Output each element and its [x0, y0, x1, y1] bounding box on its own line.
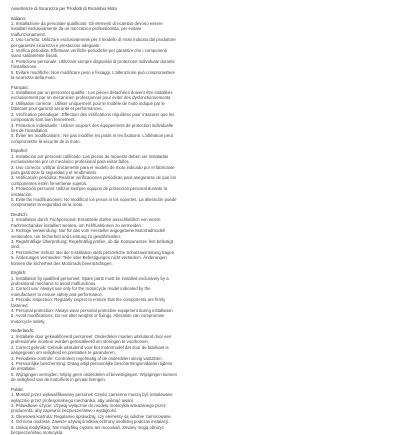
language-section	[11, 16, 391, 81]
language-section	[11, 85, 391, 144]
document-title: Avvertenze di Sicurezza per Prodotti di Ricambio Moto	[11, 6, 118, 11]
warning-text-line: l'installazione.	[11, 64, 38, 70]
language-section	[11, 387, 391, 435]
warning-text-line: 2. Utilisation correcte : Utiliser uniquement pour le modèle de moto indiqué par le	[11, 100, 165, 106]
document-page	[11, 6, 391, 435]
warning-text-line: verwenden, um Sicherheit und Leistung zu gewährleisten.	[11, 233, 122, 239]
warning-text-line: professionele monteur worden geïnstalleerd om storingen te voorkomen.	[11, 339, 150, 345]
language-heading: Français:	[11, 84, 29, 90]
warning-text-line: 5. Evite las modificaciones: No modificar los pesos ni los soportes. La alteración puede	[11, 196, 177, 202]
warning-text-line: 5. Evitare modifiche: Non modificare peso e fissaggi. L'alterazione può compromettere	[11, 69, 175, 75]
warning-text-line: motorcycle safety.	[11, 318, 46, 324]
warning-text-line: 4. Protección personal: Utilizar siempre equipos de protección personal durante la	[11, 186, 167, 192]
warning-text-line: 1. Installation durch Fachpersonal: Ersatzteile dürfen ausschließlich von einem	[11, 217, 161, 223]
language-heading: Español:	[11, 148, 28, 154]
warning-text-line: 1. Installazione da personale qualificato: Gli elementi di ricambio devono essere	[11, 21, 163, 26]
language-section	[11, 148, 391, 207]
language-heading: Nederlands:	[11, 328, 35, 334]
warning-text-line: 4. Protezione personale: Utilizzare sempre dispositivi di protezione individuale durante	[11, 58, 175, 64]
warning-text-line: componentes estén firmemente sujetos.	[11, 180, 88, 186]
warning-text-line: lors de l'installation.	[11, 127, 49, 133]
warning-text-line: 1. Installation par un personnel qualifié : Les pièces détachées doivent être installées	[11, 90, 173, 96]
warning-text-line: 4. Persönlicher Schutz: Bei der Installation stets persönliche Schutzausrüstung tragen.	[11, 249, 176, 255]
warning-text-line: 4. Persoonlijke bescherming: Draag altijd persoonlijke beschermingsmiddelen tijdens	[11, 360, 173, 366]
warning-text-line: 3. Verificación periódica: Realizar verificaciones periódicas para asegurarse de que los	[11, 175, 177, 181]
warning-text-line: 3. Regelmäßige Überprüfung: Regelmäßig prüfen, ob die Komponenten fest befestigt	[11, 239, 173, 244]
warning-text-line: 1. Installatie door gekwalificeerd personeel: Onderdelen moeten uitsluitend door een	[11, 333, 172, 339]
warning-text-line: exclusivement par un mécanicien professionnel pour éviter des dysfonctionnements.	[11, 95, 172, 101]
warning-text-line: bezpieczeństwo motocykla.	[11, 429, 64, 435]
warning-text-line: 5. Unikaj modyfikacji: Nie modyfikuj ciężaru ani mocowań. Zmiany mogą obniżyć	[11, 424, 165, 430]
warning-text-line: installati esclusivamente da un meccanico professionista, per evitare	[11, 26, 142, 32]
warning-text-line: 2. Correct use: Always use only for the motorcycle model indicated by the	[11, 286, 151, 292]
warning-text-line: para garantizar la seguridad y el rendimiento.	[11, 169, 98, 175]
language-heading: Deutsch:	[11, 211, 28, 217]
language-heading: Italiano:	[11, 15, 27, 21]
warning-text-line: 2. Uso correcto: Utilizar únicamente para el modelo de moto indicado por el fabricante	[11, 164, 175, 170]
language-heading: English:	[11, 270, 27, 276]
warning-text-line: malfunzionamenti.	[11, 31, 46, 37]
warning-text-line: instalación.	[11, 191, 33, 197]
warning-text-line: de installatie.	[11, 366, 37, 372]
warning-text-line: 1. Installation by qualified personnel: Spare parts must be installed exclusively by a	[11, 275, 169, 281]
warning-text-line: composants sont bien fermement.	[11, 117, 76, 123]
warning-text-line: 3. Periodic inspection: Regularly inspect to ensure that the components are firmly	[11, 297, 166, 303]
warning-text-line: 5. Avoid modifications: Do not alter weights or fixings. Alteration can compromise	[11, 313, 165, 319]
warning-text-line: per garantire sicurezza e prestazioni adeguate.	[11, 42, 101, 48]
warning-text-line: können die Sicherheit des Motorrads beeinträchtigen.	[11, 260, 113, 266]
warning-text-line: de veiligheid van de motorfiets in gevaar brengen.	[11, 377, 107, 383]
language-section	[11, 328, 391, 382]
warning-text-line: 5. Wijzigingen vermijden: Wijzig geen onderdelen of bevestigingen. Wijzigingen kunnen	[11, 371, 178, 377]
sections-container	[11, 16, 391, 435]
warning-text-line: 5. Änderungen vermeiden: Teile oder Befestigungen nicht verändern. Änderungen	[11, 255, 167, 261]
warning-text-line: Fachmechaniker installiert werden, um Fehlfunktionen zu vermeiden.	[11, 222, 143, 228]
warning-text-line: 1. Instalación por personal calificado: Las piezas de repuesto deben ser instaladas	[11, 153, 169, 159]
warning-text-line: wyłącznie przez profesjonalnego mechanika, aby uniknąć awarii.	[11, 397, 135, 403]
warning-text-line: la sicurezza della moto.	[11, 75, 56, 81]
warning-text-line: 3. Periodieke controle: Controleer regelmatig of de onderdelen stevig vastzitten.	[11, 355, 163, 361]
warning-text-line: comprometer la seguridad de la moto.	[11, 202, 84, 208]
warning-text-line: 4. Personal protection: Always wear personal protective equipment during installation.	[11, 308, 174, 314]
warning-text-line: fastened.	[11, 302, 29, 308]
language-section	[11, 270, 391, 324]
warning-text-line: fabricant pour garantir sécurité et performances.	[11, 106, 103, 112]
language-section	[11, 212, 391, 266]
warning-text-line: 3. Okresowa kontrola: Regularnie sprawdzaj, czy elementy są solidnie zamocowane.	[11, 413, 172, 419]
warning-text-line: 5. Éviter les modifications : Ne pas modifier les poids et les fixations. L'altération peut	[11, 133, 173, 139]
warning-text-line: 2. Uso corretto: Utilizzare esclusivamente per il modello di moto indicato dal produttore	[11, 37, 176, 43]
warning-text-line: exclusivamente por un mecánico profesional para evitar fallos.	[11, 159, 130, 165]
warning-text-line: 1. Montaż przez wykwalifikowany personel: Części zamienne muszą być instalowane	[11, 392, 173, 398]
warning-text-line: compromettre la sécurité de la moto.	[11, 138, 81, 144]
warning-text-line: 4. Ochrona osobista: Zawsze używaj środków ochrony osobistej podczas instalacji.	[11, 419, 169, 425]
warning-text-line: sind.	[11, 244, 21, 250]
warning-text-line: 2. Prawidłowe użycie: Używaj wyłącznie do modelu motocykla wskazanego przez	[11, 402, 166, 408]
language-heading: Polski:	[11, 386, 24, 392]
warning-text-line: manufacturer to ensure safety and performance.	[11, 291, 103, 297]
warning-text-line: producenta, aby zapewnić bezpieczeństwo i wydajność.	[11, 408, 118, 414]
warning-text-line: professional mechanic to avoid malfunctions.	[11, 281, 97, 287]
warning-text-line: 3. Verifica periodica: Effettuare verifiche periodiche per garantire che i componenti	[11, 48, 167, 54]
warning-text-line: 4. Protection individuelle : Utiliser toujours des équipements de protection individuelle	[11, 122, 174, 128]
warning-text-line: siano saldamente fissati.	[11, 53, 59, 59]
warning-text-line: 2. Correct gebruik: Gebruik uitsluitend voor het motormodel dat door de fabrikant is	[11, 344, 169, 350]
warning-text-line: 2. Richtige Verwendung: Nur für das vom Hersteller angegebene Motorradmodell	[11, 228, 166, 234]
warning-text-line: aangegeven om veiligheid en prestaties te garanderen.	[11, 350, 116, 356]
warning-text-line: 3. Vérification périodique : Effectuer des vérifications régulières pour s'assurer que les	[11, 111, 175, 117]
